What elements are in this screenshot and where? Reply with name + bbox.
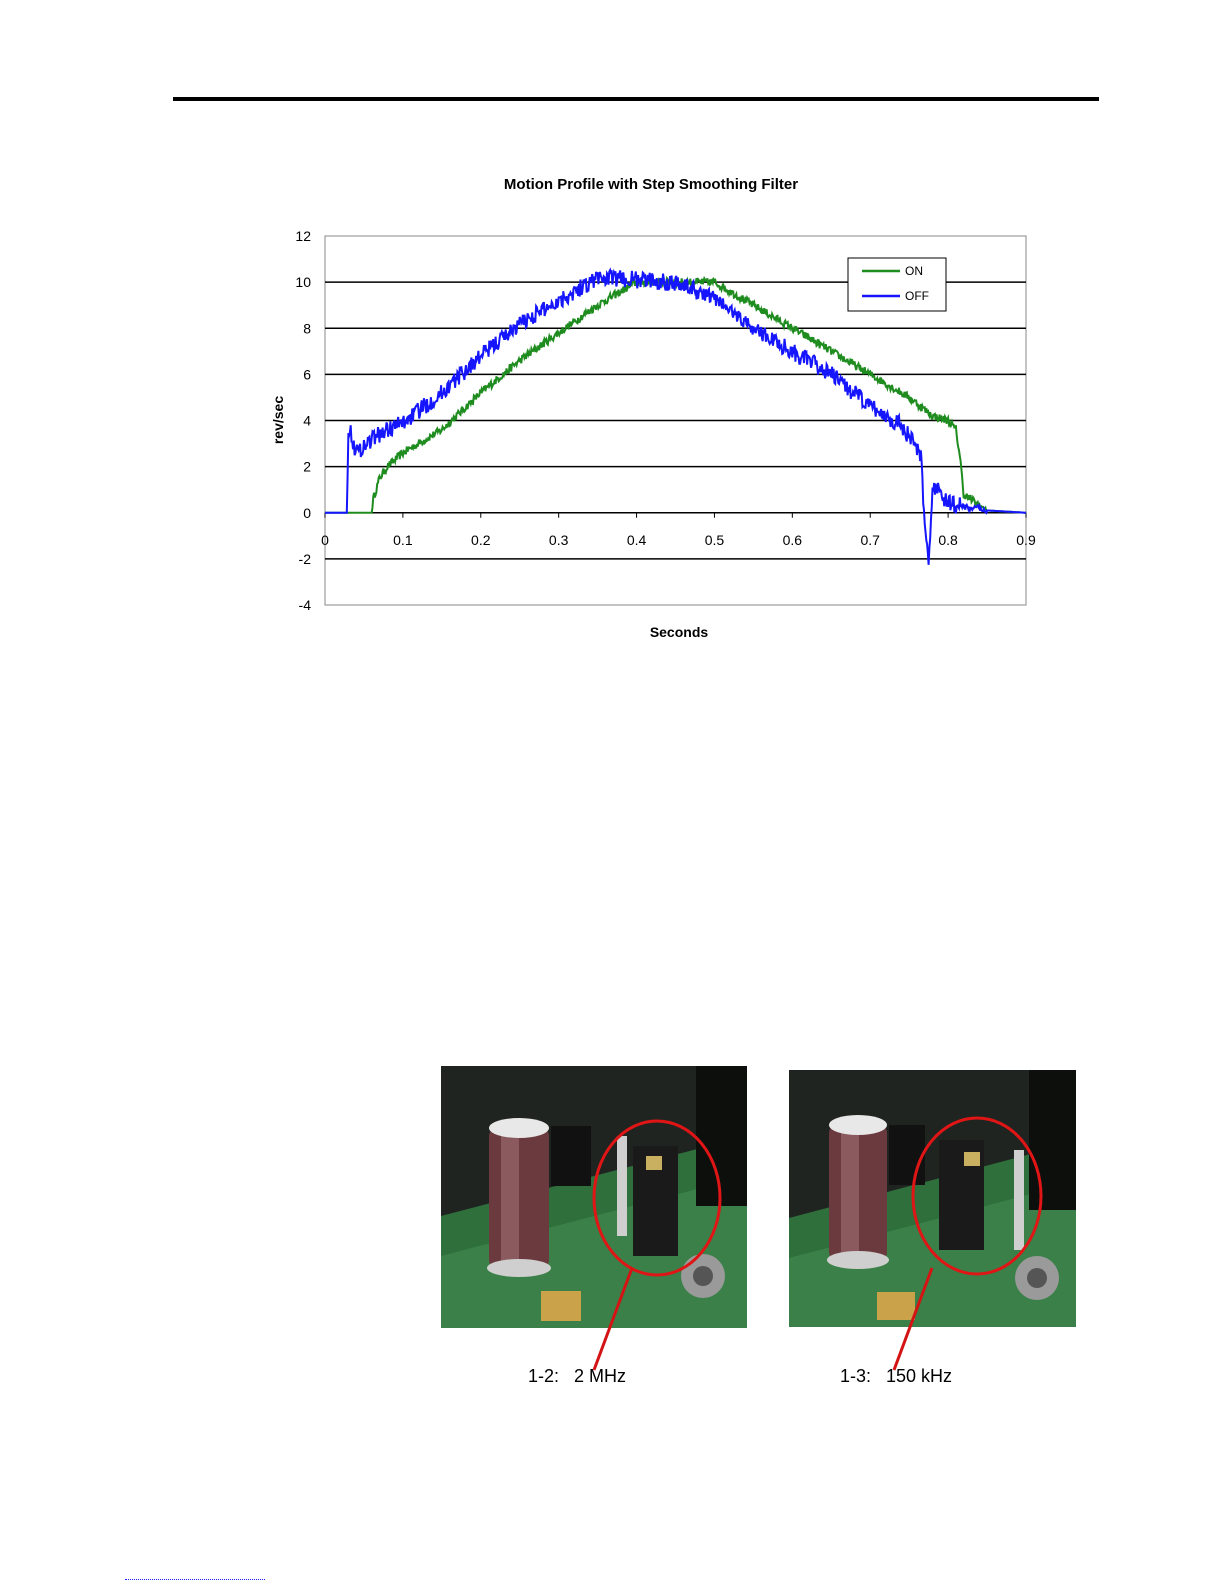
y-axis-label: rev/sec: [270, 395, 286, 445]
y-tick-label: -2: [298, 550, 311, 567]
chart-title: Motion Profile with Step Smoothing Filter: [503, 176, 799, 193]
legend: [848, 258, 946, 311]
motion-profile-chart: [0, 0, 1225, 660]
y-tick-label: 4: [303, 412, 311, 429]
callout-line-150khz: [870, 1260, 950, 1380]
y-tick-label: 10: [295, 274, 311, 291]
caption-2mhz: 1-2: 2 MHz: [528, 1366, 627, 1386]
x-tick-label: 0.9: [1016, 531, 1036, 548]
y-tick-label: 8: [303, 320, 311, 337]
y-tick-label: 0: [303, 504, 311, 521]
x-axis-label: Seconds: [649, 624, 709, 640]
x-tick-label: 0: [321, 531, 329, 548]
y-tick-label: 2: [303, 458, 311, 475]
y-tick-label: -4: [298, 597, 311, 613]
x-tick-label: 0.8: [938, 531, 958, 548]
y-tick-label: 12: [295, 228, 311, 244]
x-tick-label: 0.1: [393, 531, 413, 548]
x-tick-label: 0.6: [782, 531, 803, 548]
x-tick-label: 0.3: [548, 531, 569, 548]
legend-label-on: ON: [905, 264, 923, 278]
y-tick-label: 6: [303, 366, 311, 383]
x-tick-label: 0.5: [704, 531, 725, 548]
callout-line-2mhz: [570, 1260, 650, 1380]
x-tick-label: 0.4: [626, 531, 647, 548]
x-tick-label: 0.7: [860, 531, 880, 548]
footnote-separator: [125, 1579, 265, 1580]
x-tick-label: 0.2: [471, 531, 491, 548]
caption-150khz: 1-3: 150 kHz: [840, 1366, 953, 1386]
legend-label-off: OFF: [905, 289, 929, 303]
